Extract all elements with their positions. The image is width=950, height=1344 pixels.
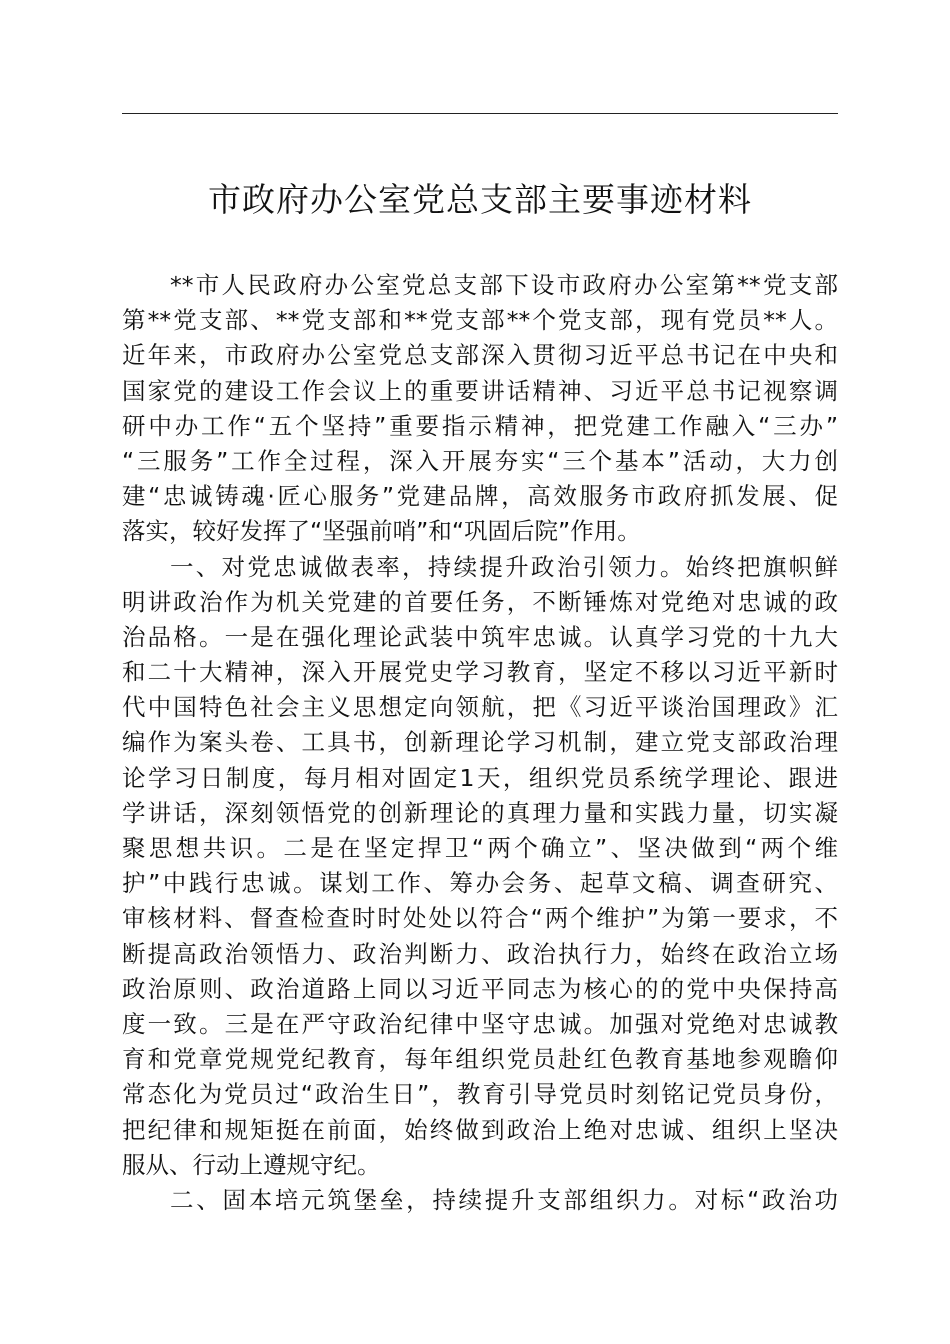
- text-line: 二、固本培元筑堡垒，持续提升支部组织力。对标“政治功: [170, 1185, 838, 1214]
- text-line: 把纪律和规矩挺在前面，始终做到政治上绝对忠诚、组织上坚决: [122, 1115, 838, 1144]
- text-line: 国家党的建设工作会议上的重要讲话精神、习近平总书记视察调: [122, 376, 838, 405]
- text-line: 一、对党忠诚做表率，持续提升政治引领力。始终把旗帜鲜: [170, 552, 838, 581]
- text-line: 落实，较好发挥了“坚强前哨”和“巩固后院”作用。: [122, 517, 641, 546]
- text-line: 编作为案头卷、工具书，创新理论学习机制，建立党支部政治理: [122, 728, 838, 757]
- document-body: [122, 268, 838, 1218]
- text-line: 育和党章党规党纪教育，每年组织党员赴红色教育基地参观瞻仰: [122, 1045, 838, 1074]
- text-line: 第**党支部、**党支部和**党支部**个党支部，现有党员**人。: [122, 306, 838, 335]
- text-line: 护”中践行忠诚。谋划工作、筹办会务、起草文稿、调查研究、: [122, 869, 838, 898]
- text-line: 近年来，市政府办公室党总支部深入贯彻习近平总书记在中央和: [122, 341, 838, 370]
- text-line: 代中国特色社会主义思想定向领航，把《习近平谈治国理政》汇: [122, 693, 838, 722]
- text-line: 论学习日制度，每月相对固定1天，组织党员系统学理论、跟进: [122, 763, 838, 792]
- text-line: 和二十大精神，深入开展党史学习教育，坚定不移以习近平新时: [122, 658, 838, 687]
- text-line: 断提高政治领悟力、政治判断力、政治执行力，始终在政治立场: [122, 939, 838, 968]
- text-line: **市人民政府办公室党总支部下设市政府办公室第**党支部: [170, 271, 838, 299]
- header-divider: [122, 113, 838, 114]
- text-line: 常态化为党员过“政治生日”，教育引导党员时刻铭记党员身份，: [122, 1080, 838, 1109]
- text-line: 聚思想共识。二是在坚定捍卫“两个确立”、坚决做到“两个维: [122, 834, 838, 862]
- text-line: 建“忠诚铸魂·匠心服务”党建品牌，高效服务市政府抓发展、促: [122, 482, 838, 511]
- text-line: 度一致。三是在严守政治纪律中坚守忠诚。加强对党绝对忠诚教: [122, 1009, 838, 1038]
- text-line: 学讲话，深刻领悟党的创新理论的真理力量和实践力量，切实凝: [122, 798, 838, 827]
- text-line: 研中办工作“五个坚持”重要指示精神，把党建工作融入“三办”: [122, 411, 838, 440]
- text-line: 治品格。一是在强化理论武装中筑牢忠诚。认真学习党的十九大: [122, 622, 838, 651]
- text-line: 政治原则、政治道路上同以习近平同志为核心的的党中央保持高: [122, 974, 838, 1003]
- text-line: 服从、行动上遵规守纪。: [122, 1150, 381, 1179]
- text-line: 审核材料、督查检查时时处处以符合“两个维护”为第一要求，不: [122, 904, 838, 933]
- text-line: “三服务”工作全过程，深入开展夯实“三个基本”活动，大力创: [122, 446, 838, 475]
- document-title: 市政府办公室党总支部主要事迹材料: [208, 180, 752, 219]
- text-line: 明讲政治作为机关党建的首要任务，不断锤炼对党绝对忠诚的政: [122, 587, 838, 616]
